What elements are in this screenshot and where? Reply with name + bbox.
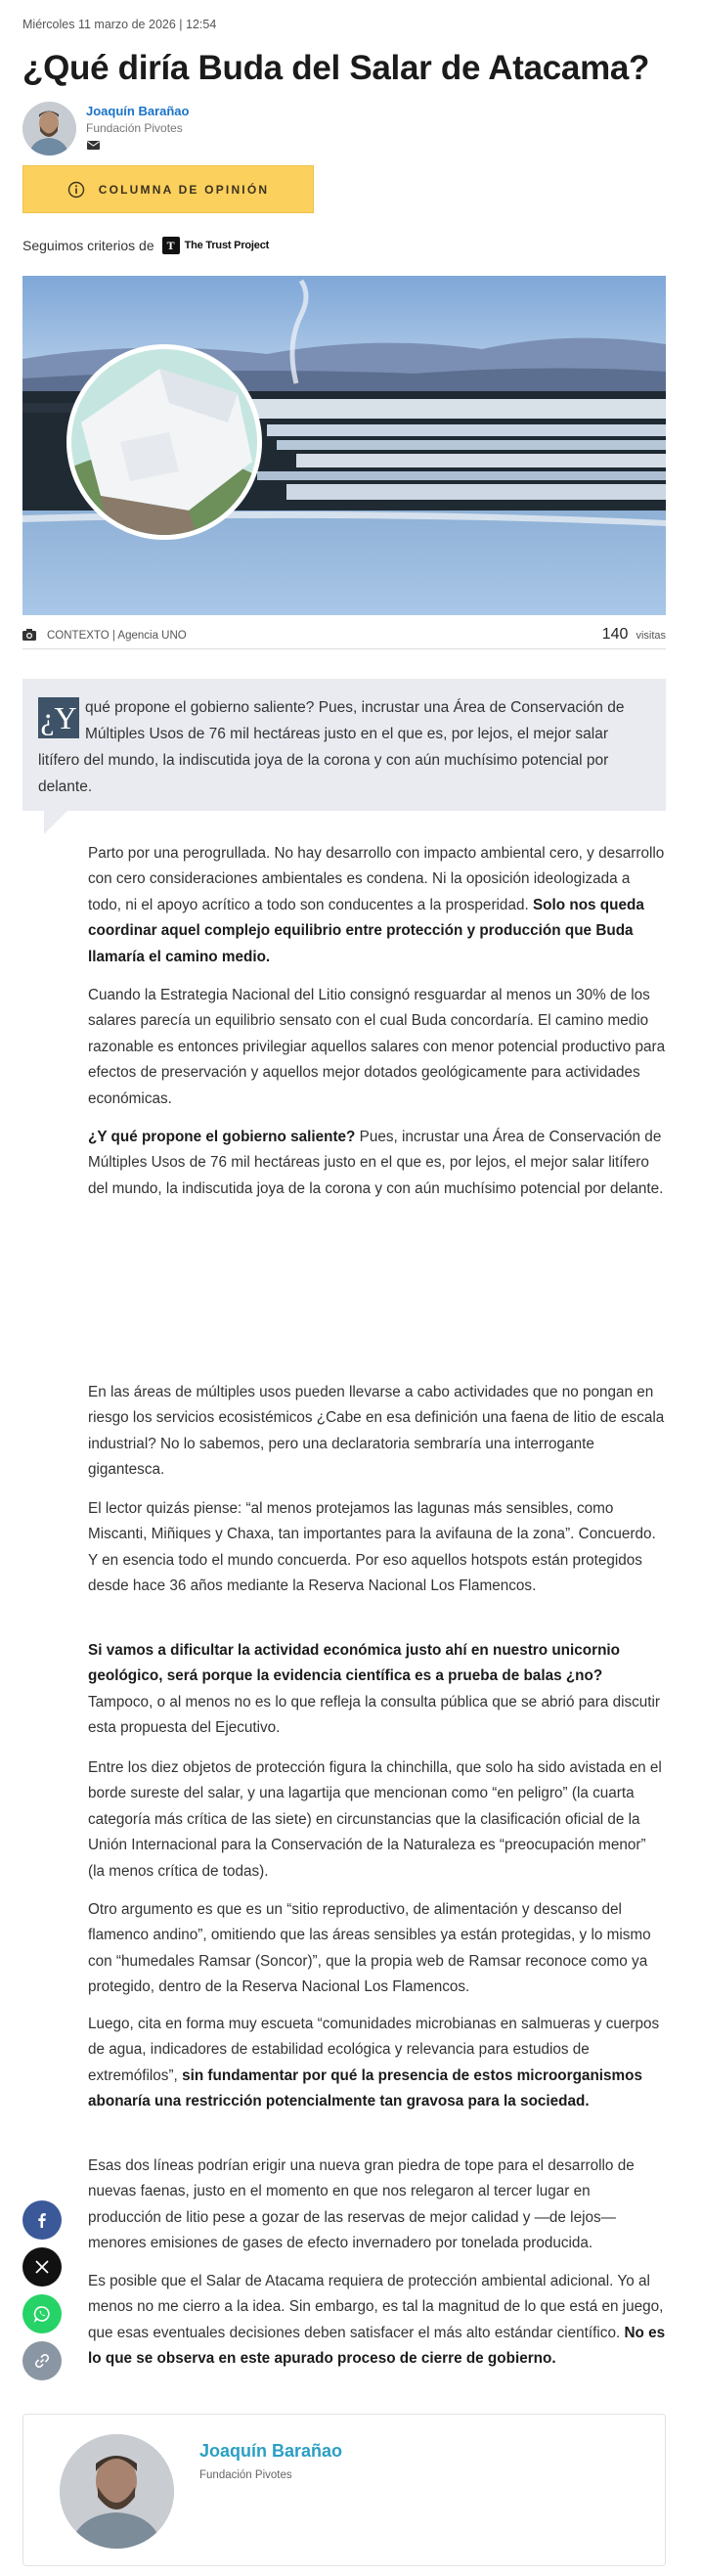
lead-quote-text: qué propone el gobierno saliente? Pues, incrustar una Área de Conservación de Múltiples Usos de 76 mil hectáreas justo en el que es, por lejos, el mejor salar litífero del mundo, la indiscutida joya de la corona y con aún muchísimo potencial por delante. (38, 699, 625, 795)
trust-project-name: The Trust Project (184, 240, 270, 251)
article-paragraph (88, 2154, 666, 2257)
visits-counter (602, 626, 666, 644)
dropcap: ¿Y (38, 697, 79, 738)
paragraph-text: Pues, incrustar una Área de Conservación de Múltiples Usos de 76 mil hectáreas justo en el que es, por lejos, el mejor salar litífero del mundo, la indiscutida joya de la corona y con aún muchísimo potencial por delante. (88, 1129, 664, 1197)
opinion-column-badge[interactable] (22, 165, 314, 213)
paragraph-text: En las áreas de múltiples usos pueden llevarse a cabo actividades que no pongan en riesgo los servicios ecosistémicos ¿Cabe en esa definición una faena de litio de escala industrial? No lo sabemos, pero una declaratoria sembraría una interrogante gigantesca. (88, 1384, 665, 1479)
image-credit: CONTEXTO | Agencia UNO (47, 630, 187, 642)
trust-project-mark: T (162, 237, 180, 254)
paragraph-text: Cuando la Estrategia Nacional del Litio consignó resguardar al menos un 30% de los salares parecía un equilibrio sensato con el cual Buda concordaría. El camino medio razonable es entonces privilegiar aquellos salares con menor potencial productivo para efectos de preservación y aquellos mejor dotados geológicamente para actividades económicas. (88, 987, 666, 1107)
article-paragraph (88, 1755, 666, 1885)
author-card-name[interactable]: Joaquín Barañao (199, 2441, 343, 2461)
visits-label: visitas (636, 630, 666, 642)
lead-quote (22, 679, 666, 811)
link-icon (33, 2352, 51, 2370)
paragraph-text: Es posible que el Salar de Atacama requiera de protección ambiental adicional. Yo al menos no me cierro a la idea. Sin embargo, es tal la magnitud de lo que está en juego, que esas eventuales decisiones deben satisfacer el más alto estándar científico. (88, 2273, 664, 2341)
article-paragraph (88, 2012, 666, 2115)
paragraph-text: Entre los diez objetos de protección figura la chinchilla, que solo ha sido avistada en el borde sureste del salar, y una lagartija que mencionan como “en peligro” (la cuarta categoría más crítica de las siete) en circunstancias que la clasificación oficial de la Unión Internacional para la Conservación de la Naturaleza es “preocupación menor” (la menos crítica de todas). (88, 1759, 662, 1880)
trust-project-row (22, 235, 269, 256)
copy-link-button[interactable] (22, 2341, 62, 2380)
article-paragraph (88, 2269, 666, 2373)
article-paragraph (88, 841, 666, 970)
x-icon (34, 2259, 50, 2275)
info-icon (67, 181, 85, 199)
author-avatar[interactable] (22, 102, 76, 155)
paragraph-text: Tampoco, o al menos no es lo que refleja la consulta pública que se abrió para discutir esta propuesta del Ejecutivo. (88, 1693, 661, 1737)
paragraph-bold: Solo nos queda coordinar aquel complejo equilibrio entre protección y producción que Buda llamaría el camino medio. (88, 896, 644, 965)
share-facebook-button[interactable] (22, 2200, 62, 2240)
paragraph-text: Esas dos líneas podrían erigir una nueva gran piedra de tope para el desarrollo de nuevas faenas, justo en el momento en que nos relegaron al tercer lugar en producción de litio pese a gozar de las reservas de mejor calidad y —de lejos— menores emisiones de gases de efecto invernadero por tonelada producida. (88, 2157, 635, 2252)
paragraph-text: El lector quizás piense: “al menos protejamos las lagunas más sensibles, como Miscanti, Miñiques y Chaxa, tan importantes para la avifauna de la zona”. Concuerdo. Y en esencia todo el mundo concuerda. Por eso aquellos hotspots están protegidos desde hace 36 años mediante la Reserva Nacional Los Flamencos. (88, 1500, 656, 1595)
article-dateline: Miércoles 11 marzo de 2026 | 12:54 (22, 18, 217, 31)
trust-project-logo[interactable] (162, 237, 269, 254)
paragraph-bold: Si vamos a dificultar la actividad económica justo ahí en nuestro unicornio geológico, será porque la evidencia científica es a prueba de balas ¿no? (88, 1642, 621, 1685)
share-x-button[interactable] (22, 2247, 62, 2287)
facebook-icon (34, 2212, 50, 2228)
paragraph-bold: No es lo que se observa en este apurado proceso de cierre de gobierno. (88, 2324, 666, 2368)
visits-count: 140 (601, 626, 629, 643)
paragraph-text: Luego, cita en forma muy escueta “comunidades microbianas en salmueras y cuerpos de agua, indicadores de estabilidad ecológica y relevancia para estudios de extremófilos”, (88, 2016, 660, 2084)
image-credit-bar (22, 626, 666, 649)
article-paragraph (88, 1125, 666, 1202)
article-paragraph (88, 1496, 666, 1600)
author-card (22, 2414, 666, 2566)
paragraph-bold: ¿Y qué propone el gobierno saliente? (88, 1129, 356, 1145)
author-name-link[interactable]: Joaquín Barañao (86, 104, 190, 118)
author-byline (22, 102, 316, 156)
article-paragraph (88, 983, 666, 1112)
envelope-icon[interactable] (87, 141, 100, 150)
article-paragraph (88, 1897, 666, 2001)
author-card-organization: Fundación Pivotes (199, 2469, 292, 2481)
paragraph-bold: sin fundamentar por qué la presencia de estos microorganismos abonaría una restricción potencialmente tan gravosa para la sociedad. (88, 2066, 642, 2110)
camera-icon (22, 629, 36, 641)
paragraph-text: Parto por una perogrullada. No hay desarrollo con impacto ambiental cero, y desarrollo con cero consideraciones ambientales es condena. Ni la oposición ideologizada a todo, ni el apoyo acrítico a todo son conducentes a la prosperidad. (88, 845, 665, 913)
author-organization: Fundación Pivotes (86, 121, 183, 135)
paragraph-text: Otro argumento es que es un “sitio reproductivo, de alimentación y descanso del flamenco andino”, omitiendo que las áreas sensibles ya están protegidas, y lo mismo con “humedales Ramsar (Soncor)”, que la propia web de Ramsar reconoce como ya protegido, dentro de la Reserva Nacional Los Flamencos. (88, 1901, 651, 1996)
author-card-avatar[interactable] (60, 2434, 174, 2549)
whatsapp-icon (33, 2305, 51, 2323)
article-paragraph (88, 1638, 666, 1742)
page-title: ¿Qué diría Buda del Salar de Atacama? (22, 49, 650, 87)
article-paragraph (88, 1380, 666, 1484)
trust-criteria-text: Seguimos criterios de (22, 238, 154, 253)
hero-image (22, 276, 666, 615)
opinion-column-label: COLUMNA DE OPINIÓN (98, 182, 270, 197)
share-whatsapp-button[interactable] (22, 2294, 62, 2333)
